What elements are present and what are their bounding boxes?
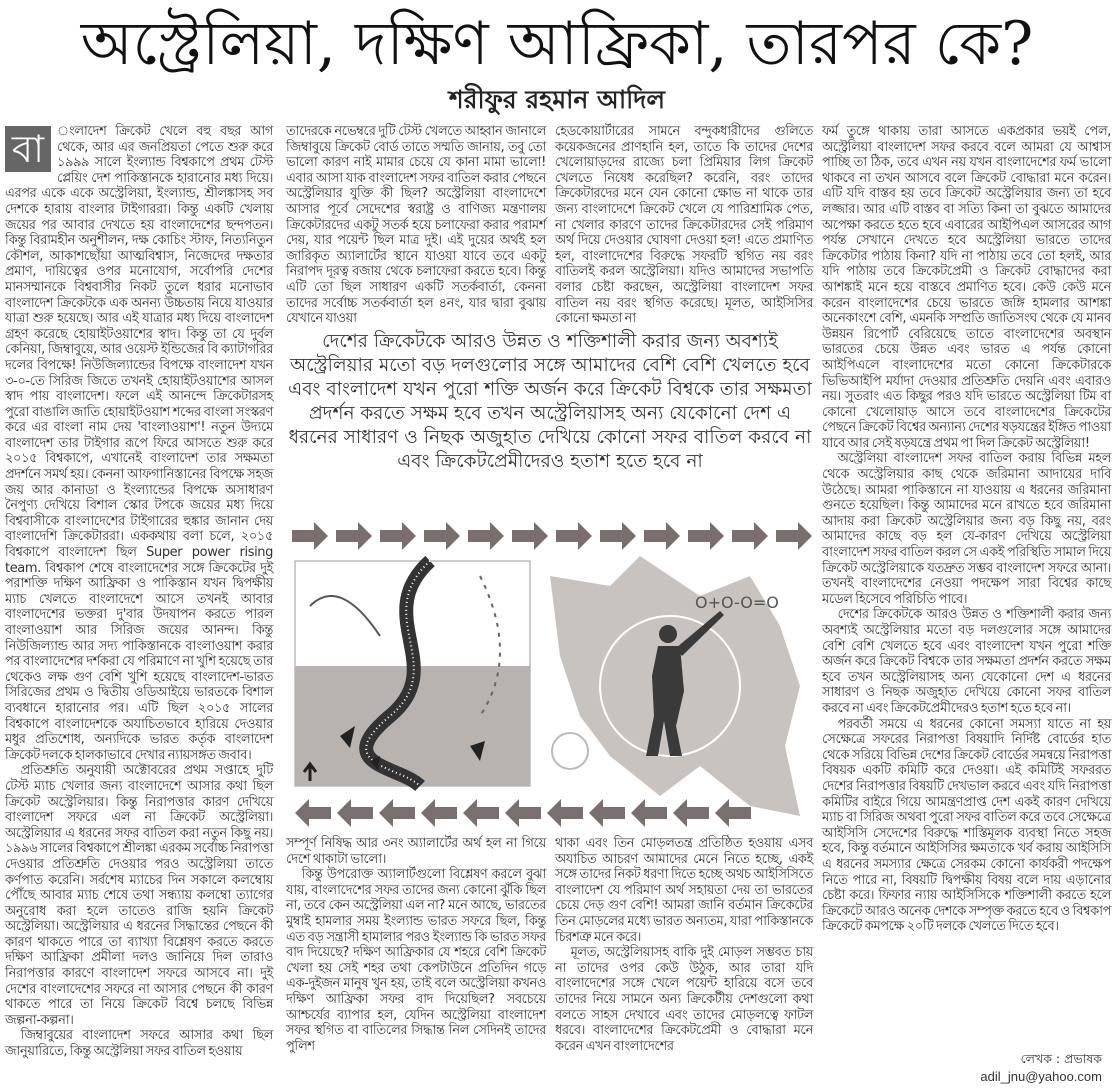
illustration [280, 516, 820, 836]
paragraph: অস্ট্রেলিয়া বাংলাদেশ সফর বাতিল করায় বিভিন্ন মহল থেকে অস্ট্রেলিয়ার কাছ থেকে জরিমানা আদায়ের দাবি উঠেছে। আমরা পাকিস্তানে না যাওয়ায় এ ধরনের জরিমানা গুনতে হয়েছিল। কিন্তু আমাদের মনে রাখতে হবে জরিমানা আদায় করা ক্রিকেট অস্ট্রেলিয়ার জন্য বড় কিছু নয়, বরং আমাদের কাছে বড় হল যে-কারণ দেখিয়ে অস্ট্রেলিয়া বাংলাদেশ সফর বাতিল করল সে একই পরিস্থিতি সামাল দিয়ে ক্রিকেট অস্ট্রেলিয়াকে যতদ্রুত সম্ভব বাংলাদেশ সফরে আনা। তখনই বাংলাদেশের নেওয়া পদক্ষেপ সারা বিশ্বের কাছে মডেল হিসেবে পরিচিতি পাবে। [822, 451, 1111, 607]
equation-text: O+O-O=O [695, 593, 779, 612]
drop-cap: বা [5, 126, 51, 172]
column-4 [822, 124, 1111, 935]
arrow-right-icon [292, 522, 328, 550]
paragraph: হেডকোয়ার্টারের সামনে বন্দুকধারীদের গুলিতে কয়েকজনের প্রাণহানি হল, তাতে কি তাদের দেশের খেলোয়াড়দের রাজ্যে চলা প্রিমিয়ার লিগ ক্রিকেট খেলতে নিষেধ করেছিল? করেনি, বরং তাদের ক্রিকেটারদের মনে যেন কোনো ক্ষোভ না থাকে তার জন্য বাংলাদেশে ক্রিকেট খেলে যে পারিশ্রামিক পেত, না খেলার কারণে তাদের ক্রিকেটারদের সেই পরিমাণ অর্থ দিয়ে দেওয়ার ঘোষণা দেওয়া হল! এতে প্রমাণিত হল, বাংলাদেশের বিরুদ্ধে সফরটি স্থগিত নয় বরং বাতিলই করল অস্ট্রেলিয়া। যদিও আমাদের সভাপতি বলার চেষ্টা করছেন, অস্ট্রেলিয়া বাংলাদেশ সফর বাতিল নয় বরং স্থগিত করেছে। মূলত, আইসিসির কোনো ক্ষমতা না [555, 124, 813, 327]
arrow-right-icon [732, 522, 768, 550]
headline: অস্ট্রেলিয়া, দক্ষিণ আফ্রিকা, তারপর কে? [80, 9, 1034, 79]
arrow-right-icon [556, 522, 592, 550]
column-2-bottom [286, 836, 546, 1054]
column-3-bottom [555, 836, 813, 1054]
arrow-right-icon [380, 522, 416, 550]
arrow-right-icon [468, 522, 504, 550]
arrows-right-row [292, 522, 812, 550]
arrow-left-icon [421, 799, 457, 827]
arrow-left-icon [295, 799, 331, 827]
arrow-left-icon [337, 799, 373, 827]
author-email[interactable]: adil_jnu@yahoo.com [980, 1069, 1102, 1084]
cricket-illustration [280, 516, 820, 836]
column-3-top [555, 124, 813, 327]
arrow-left-icon [715, 799, 751, 827]
arrow-right-icon [600, 522, 636, 550]
arrow-left-icon [589, 799, 625, 827]
paragraph: সম্পূর্ণ নিষিদ্ধ আর ৩নং অ্যালার্টের অর্থ হল না গিয়ে দেশে থাকাটা ভালো। [286, 836, 546, 867]
arrow-right-icon [512, 522, 548, 550]
right-panel [550, 556, 800, 816]
paragraph: মূলত, অস্ট্রেলিয়াসহ বাকি দুই মোড়ল সম্ভবত চায় না তাদের ওপর কেউ উঠুক, আর তারা যদি বাংলাদেশের সঙ্গে খেলে পয়েন্ট হারিয়ে বসে তবে তাদের নিয়ে সামনে অন্য ক্রিকেটীয় দেশগুলো কথা বলতে সাহস দেখাবে এবং তাদের মোড়লত্বে ফাটল ধরবে। বাংলাদেশের ক্রিকেটপ্রেমী ও বোদ্ধারা মনে করেন এখন বাংলাদেশের [555, 945, 813, 1054]
arrow-left-icon [379, 799, 415, 827]
paragraph: ংলাদেশ ক্রিকেট খেলে বহু বছর আগ থেকে, আর এর জনপ্রিয়তা পেতে শুরু করে ১৯৯৯ সালে ইংল্যান্ড বিশ্বকাপে প্রথম টেস্ট প্লেয়িং দেশ পাকিস্তানকে হারানোর মধ্য দিয়ে। এরপর একে একে অস্ট্রেলিয়া, ইংল্যান্ড, শ্রীলঙ্কাসহ সব দেশকে হারায় বাংলার টাইগাররা। কিন্তু একটি খেলায় জয়ের পর আবার দেখতে হয় বাংলাদেশের ছন্দপতন। কিন্তু বিরামহীন অনুশীলন, দক্ষ কোচিং স্টাফ, নিত্যনিতুন কৌশল, আকাশছোঁয়া আত্মবিশ্বাস, নিজেদের দক্ষতার প্রমাণ, দায়িত্বের ওপর মনোযোগ, সর্বোপরি দেশের মানসম্মানকে বিশ্ববাসীর নিকট তুলে ধরার মনোভাব বাংলাদেশ ক্রিকেটকে এক অনন্য উচ্চতায় নিয়ে যাওয়ার যাত্রা শুরু হয়েছে। আর এই যাত্রার মধ্য দিয়ে বাংলাদেশ গ্রহণ করেছে হোয়াইটওয়াশের স্বাদ। কিন্তু তা যে দুর্বল কেনিয়া, জিম্বাবুয়ে, আর ওয়েস্ট ইন্ডিজের বি ক্যাটাগরির দলের বিপক্ষে! নিউজিল্যান্ডের বিপক্ষে বাংলাদেশ যখন ৩-০-তে সিরিজ জিতে তখনই হোয়াইটওয়াশের আসল স্বাদ পায় বাংলাদেশ। ফলে এই আনন্দে ক্রিকেটারসহ পুরো বাঙালি জাতি হোয়াইটওয়াশ শব্দের বাংলা সংস্করণ করে এর বাংলা নাম দেয় 'বাংলাওয়াশ'! নতুন উদ্যমে বাংলাদেশ তার টাইগার রূপে ফিরে আসতে শুরু করে ২০১৫ বিশ্বকাপে, এখানেই বাংলাদেশ তার সক্ষমতা প্রদর্শনে সমর্থ হয়। কেননা আফগানিস্তানের বিপক্ষে সহজ জয় আর কানাডা ও ইংল্যান্ডের বিপক্ষে অসাধারণ নৈপুণ্য দেখিয়ে বিশাল স্কোর টপকে জয়ের মধ্য দিয়ে বিশ্ববাসীকে বাংলাদেশের টাইগারের হুঙ্কার জানান দেয় বাংলাদেশি ক্রিকেটাররা। এককথায় বলা চলে, ২০১৫ বিশ্বকাপে বাংলাদেশ ছিল Super power rising team. বিশ্বকাপ শেষে বাংলাদেশের সঙ্গে ক্রিকেটের দুই পরাশক্তি দক্ষিণ আফ্রিকা ও পাকিস্তান যখন দ্বিপক্ষীয় ম্যাচ খেলতে বাংলাদেশে আসে তখনই আবার বাংলাদেশের ভক্তরা দু'বার উদযাপন করতে পারল বাংলাওয়াশ আর সিরিজ জয়ের আনন্দ। কিন্তু নিউজিল্যান্ড আর সদ্য পাকিস্তানকে বাংলাওয়াশ করার পর বাংলাদেশের দর্শকরা যে পরিমাণে না খুশি হয়েছে তার থেকেও লক্ষ গুণ বেশি খুশি হয়েছে বাংলাদেশ-ভারত সিরিজের প্রথম ও দ্বিতীয় ওডিআইয়ে ভারতকে বিশাল ব্যবধানে হারানোর পর। এটি ছিল ২০১৫ সালের বিশ্বকাপে বাংলাদেশকে অযাচিতভাবে হারিয়ে দেওয়ার মধুর প্রতিশোধ, অন্যদিকে ভারত কর্তৃক বাংলাদেশ ক্রিকেট দলকে হালকাভাবে দেখার ন্যায়সঙ্গত জবাব। [5, 124, 273, 763]
byline: শরীফুর রহমান আদিল [448, 85, 666, 114]
pull-quote: দেশের ক্রিকেটকে আরও উন্নত ও শক্তিশালী করার জন্য অবশ্যই অস্ট্রেলিয়ার মতো বড় দলগুলোর সঙ্গে আমাদের বেশি বেশি খেলতে হবে এবং বাংলাদেশ যখন পুরো শক্তি অর্জন করে ক্রিকেট বিশ্বকে তার সক্ষমতা প্রদর্শন করতে সক্ষম হবে তখন অস্ট্রেলিয়াসহ অন্য যেকোনো দেশ এ ধরনের সাধারণ ও নিছক অজুহাত দেখিয়ে কোনো সফর বাতিল করবে না এবং ক্রিকেটপ্রেমীদেরও হতাশ হতে হবে না [288, 331, 812, 472]
left-panel [295, 561, 530, 786]
paragraph: তাদেরকে নভেম্বরে দুটি টেস্ট খেলতে আহ্বান জানালে জিম্বাবুয়ে ক্রিকেট বোর্ড তাতে সম্মতি জানায়, তবু তো ভালো কারণ নাই মামার চেয়ে যে কানা মামা ভালো! এবার আসা যাক বাংলাদেশ সফর বাতিল করার পেছনে অস্ট্রেলিয়ার যুক্তি কী ছিল? অস্ট্রেলিয়া বাংলাদেশে আসার পূর্বে সেদেশের স্বরাষ্ট্র ও বাণিজ্য মন্ত্রণালয় ক্রিকেটারদের একটু সতর্ক হয়ে চলাফেরা করার পরামর্শ দেয়, যার পয়েন্ট ছিল মাত্র দুই। এই দুয়ের অর্থই হল জারিকৃত অ্যালার্টের স্থানে যাওয়া যাবে তবে একটু নিরাপদ দূরত্ব বজায় থেকে চলাফেরা করতে হবে। কিন্তু এটি তো ছিল সাধারণ একটি সতর্কবার্তা, কেননা তাদের সর্বোচ্চ সতর্কবার্তা হল ৪নং, যার দ্বারা বুঝায় যেখানে যাওয়া [286, 124, 546, 327]
column-2-top [286, 124, 546, 327]
sun-icon [552, 733, 588, 769]
arrow-left-icon [505, 799, 541, 827]
arrow-right-icon [336, 522, 372, 550]
arrow-right-icon [688, 522, 724, 550]
arrow-right-icon [424, 522, 460, 550]
arrow-right-icon [644, 522, 680, 550]
author-role: লেখক : প্রভাষক [1020, 1051, 1102, 1066]
paragraph: থাকা এবং তিন মোড়লতন্ত্র প্রতিষ্ঠিত হওয়ায় এসব অযাচিত আচরণ আমাদের মেনে নিতে হচ্ছে, একই সঙ্গে তাদের নিকট ধরণা দিতে হচ্ছে অথচ আইসিসিতে বাংলাদেশ যে পরিমাণ অর্থ সহায়তা দেয় তা ভারতের চেয়ে দেড় গুণ বেশি! আমরা জানি বর্তমান ক্রিকেটের তিন মোড়লের মধ্যে ভারত অন্যতম, যারা পাকিস্তানকে চিরশত্রু মনে করে। [555, 836, 813, 945]
arrow-left-icon [673, 799, 709, 827]
paragraph: প্রতিশ্রুতি অনুযায়ী অক্টোবরের প্রথম সপ্তাহে দুটি টেস্ট ম্যাচ খেলার জন্য বাংলাদেশে আসার কথা ছিল ক্রিকেট অস্ট্রেলিয়ার। কিন্তু নিরাপত্তার কারণ দেখিয়ে বাংলাদেশ সফরে এল না ক্রিকেট অস্ট্রেলিয়া। অস্ট্রেলিয়ার এ ধরনের সফর বাতিল করা নতুন কিছু নয়। ১৯৯৬ সালের বিশ্বকাপে শ্রীলঙ্কা এরকম সর্বোচ্চ নিরাপত্তা দেওয়ার প্রতিশ্রুতি দেওয়ার পরও অস্ট্রেলিয়া তাতে কর্ণপাত করেনি। সর্বশেষ ম্যাচের দিন সকালে কলম্বোয় পৌঁছে আবার ম্যাচ শেষে তথা সন্ধ্যায় কলম্বো ত্যাগের অনুরোধ করা হলে তাতেও রাজি হয়নি ক্রিকেট অস্ট্রেলিয়া। অস্ট্রেলিয়ার এ ধরনের সিদ্ধান্তের পেছনে কী কারণ থাকতে পারে তা ব্যাখ্যা বিশ্লেষণ করতে করতে দক্ষিণ আফ্রিকা প্রমীলা দলও জানিয়ে দিল তারাও নিরাপত্তার কারণে বাংলাদেশ সফরে আসবে না। দুই দেশের বাংলাদেশের সফরে না আসার পেছনে কী কারণ থাকতে পারে তা নিয়ে ক্রিকেট বিশ্বে চলছে বিভিন্ন জল্পনা-কল্পনা। [5, 763, 273, 1028]
arrows-left-row [295, 799, 751, 827]
arrow-right-icon [776, 522, 812, 550]
paragraph: পরবর্তী সময়ে এ ধরনের কোনো সমস্যা যাতে না হয় সেক্ষেত্রে সফরের নিরাপত্তা বিষয়াদি নির্দিষ্ট বোর্ডের হাত থেকে সরিয়ে বিভিন্ন দেশের ক্রিকেট বোর্ডের সমন্বয়ে নিরাপত্তা বিষয়ক একটি কমিটি করে দেওয়া। এই কমিটিই সফররত দেশের নিরাপত্তার বিষয়টি দেখভাল করবে এবং যদি নিরাপত্তা কমিটির বাইরে গিয়ে আমন্ত্রণপ্রাপ্ত দেশ একই কারণ দেখিয়ে ম্যাচ বা সিরিজ অথবা পুরো সফর বাতিল করে তবে সেক্ষেত্রে আইসিসি সেদেশের বিরুদ্ধে শাস্তিমূলক ব্যবস্থা নিতে সহজ হবে, কিন্তু বর্তমানে আইসিসির ক্ষমতাকে খর্ব করায় আইসিসি এ ধরনের সমস্যার ক্ষেত্রে সেরকম কোনো কার্যকরী পদক্ষেপ নিতে পারে না, বিষয়টি দ্বিপক্ষীয় বিষয় বলে দায় এড়ানোর চেষ্টা করে। ফিফার ন্যায় আইসিসিকে শক্তিশালী করতে হলে ক্রিকেটে আরও অনেক দেশকে সম্পৃক্ত করতে হবে ও বিশ্বকাপ ক্রিকেটে কমপক্ষে ২০টি দলকে খেলতে দিতে হবে। [822, 716, 1111, 935]
paragraph: জিম্বাবুয়ের বাংলাদেশ সফরে আসার কথা ছিল জানুয়ারিতে, কিন্তু অস্ট্রেলিয়া সফর বাতিল হওয়ায় [5, 1028, 273, 1060]
paragraph: ফর্ম তুঙ্গে থাকায় তারা আসতে একপ্রকার ভয়ই পেল, অস্ট্রেলিয়া বাংলাদেশ সফর করবে বলে আমরা যে আশ্বাস পাচ্ছি তা ঠিক, তবে এখন নয় যখন বাংলাদেশের ফর্ম ভালো থাকবে না তখন আসবে বলে ক্রিকেট বোদ্ধারা মনে করেন। এটি যদি বাস্তব হয় তবে ক্রিকেট অস্ট্রেলিয়ার জন্য তা হবে লজ্জার। আর এটি বাস্তব বা সত্যি কিনা তা বুঝতে আমাদের অপেক্ষা করতে হতে হবে এবারের আইপিএল আসরের আগ পর্যন্ত সেখানে দেখতে হবে অস্ট্রেলিয়া ভারতে তাদের ক্রিকেটার পাঠায় কিনা? যদি না পাঠায় তবে তো হলই, আর যদি পাঠায় তবে ক্রিকেটপ্রেমী ও ক্রিকেট বোদ্ধাদের করা আশঙ্কাই মনে হয়ে বাস্তবে প্রমাণিত হবে। কেউ কেউ মনে করেন বাংলাদেশের চেয়ে ভারতে জঙ্গি হামলার আশঙ্কা অনেকাংশে বেশি, এমনকি সম্প্রতি জাতিসংঘ থেকে যে মানব উন্নয়ন রিপোর্ট বেরিয়েছে তাতে বাংলাদেশের অবস্থান ভারতের চেয়ে উন্নত এবং ভারত এ পর্যন্ত কোনো আইপিএলে বাংলাদেশের মতো কোনো ক্রিকেটারকে ভিভিআইপি মর্যাদা দেওয়ার প্রতিশ্রুতি দেয়নি এবং এবারও নয়। সুতরাং এত কিছুর পরও যদি ভারতে অস্ট্রেলিয়া টিম বা কোনো খেলোয়াড় আসে তবে বাংলাদেশের ক্রিকেটের পেছনে ক্রিকেট বিশ্বের অন্যান্য দেশের ষড়যন্ত্রের ইঙ্গিত পাওয়া যাবে আর সেই ষড়যন্ত্রে প্রথম পা দিল ক্রিকেট অস্ট্রেলিয়া! [822, 124, 1111, 451]
author-info [980, 1050, 1102, 1086]
arrow-left-icon [631, 799, 667, 827]
arrow-left-icon [547, 799, 583, 827]
paragraph: কিন্তু উপরোক্ত অ্যালার্টগুলো বিশ্লেষণ করলে বুঝা যায়, বাংলাদেশের সফর তাদের জন্য কোনো ঝুঁকি ছিল না, তবে কেন অস্ট্রেলিয়া এল না? মনে আছে, ভারতের মুম্বাই হামলার সময় ইংল্যান্ড ভারত সফরে ছিল, কিন্তু এত বড় সন্ত্রাসী হামালার পরও ইংল্যান্ড কি ভারত সফর বাদ দিয়েছে? দক্ষিণ আফ্রিকার যে শহরে বেশি ক্রিকেট খেলা হয় সেই শহর তথা কেপটাউনে প্রতিদিন গড়ে এক-দুইজন মানুষ খুন হয়, তাই বলে অস্ট্রেলিয়া কখনও দক্ষিণ আফ্রিকা সফর বাদ দিয়েছিল? সবচেয়ে আশ্চর্যের ব্যাপার হল, যেদিন অস্ট্রেলিয়া বাংলাদেশ সফর স্থগিত বা বাতিলের সিদ্ধান্ত নিল সেদিনই তাদের পুলিশ [286, 867, 546, 1054]
arrow-left-icon [463, 799, 499, 827]
column-1 [5, 124, 273, 1060]
paragraph: দেশের ক্রিকেটকে আরও উন্নত ও শক্তিশালী করার জন্য অবশ্যই অস্ট্রেলিয়ার মতো বড় দলগুলোর সঙ্গে আমাদের বেশি বেশি খেলতে হবে এবং বাংলাদেশ যখন পুরো শক্তি অর্জন করে ক্রিকেট বিশ্বকে তার সক্ষমতা প্রদর্শন করতে সক্ষম হবে তখন অস্ট্রেলিয়াসহ অন্য যেকোনো দেশ এ ধরনের সাধারণ ও নিছক অজুহাত দেখিয়ে কোনো সফর বাতিল করবে না এবং ক্রিকেটপ্রেমীদেরও হতাশ হতে হবে না। [822, 607, 1111, 716]
